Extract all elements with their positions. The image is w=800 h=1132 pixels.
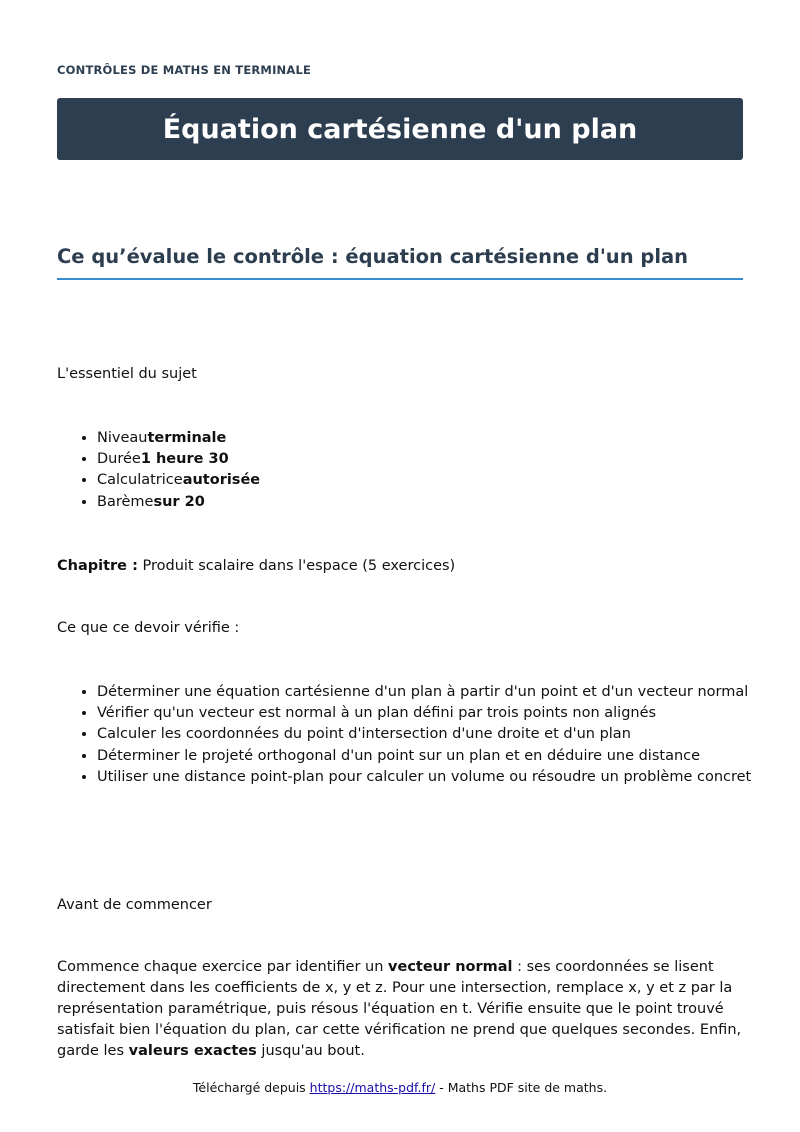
list-item: • Durée1 heure 30 bbox=[97, 449, 260, 470]
list-item: • Calculer les coordonnées du point d'intersection d'une droite et d'un plan bbox=[97, 724, 751, 745]
chapter-text: Produit scalaire dans l'espace (5 exercices) bbox=[142, 558, 456, 574]
advice-paragraph: Commence chaque exercice par identifier un vecteur normal : ses coordonnées se lisent directement dans les coefficients de x, y et z. Pour une intersection, remplace x, y et z par la représentation paramétrique, puis résous l'équation en t. Vérifie ensuite que le point trouvé satisfait bien l'équation du plan, car cette vérification ne prend que quelques secondes. Enfin, garde les valeurs exactes jusqu'au bout. bbox=[57, 959, 742, 1059]
list-item: • Utiliser une distance point-plan pour calculer un volume ou résoudre un problème concret bbox=[97, 767, 751, 788]
list-item: • Calculatriceautorisée bbox=[97, 470, 260, 491]
title-banner bbox=[57, 98, 743, 160]
checks-list bbox=[57, 682, 751, 788]
advice-heading: Avant de commencer bbox=[57, 897, 212, 913]
source-link[interactable]: https://maths-pdf.fr/ bbox=[309, 1080, 436, 1095]
section-heading: Ce qu’évalue le contrôle : équation cartésienne d'un plan bbox=[57, 245, 743, 280]
advice-bold-exact: valeurs exactes bbox=[128, 1043, 257, 1059]
list-item: • Déterminer une équation cartésienne d'un plan à partir d'un point et d'un vecteur normal bbox=[97, 682, 751, 703]
list-item: • Barèmesur 20 bbox=[97, 492, 260, 513]
series-kicker: CONTRÔLES DE MATHS EN TERMINALE bbox=[57, 63, 312, 77]
chapter-line bbox=[57, 556, 455, 577]
advice-bold-normal: vecteur normal bbox=[388, 959, 513, 975]
essentials-list bbox=[57, 428, 260, 513]
page-title: Équation cartésienne d'un plan bbox=[162, 113, 638, 145]
page-footer: Téléchargé depuis https://maths-pdf.fr/ - Maths PDF site de maths. bbox=[192, 1080, 608, 1095]
essentials-heading: L'essentiel du sujet bbox=[57, 366, 197, 382]
list-item: • Déterminer le projeté orthogonal d'un point sur un plan et en déduire une distance bbox=[97, 746, 751, 767]
list-item: • Vérifier qu'un vecteur est normal à un plan défini par trois points non alignés bbox=[97, 703, 751, 724]
list-item: • Niveauterminale bbox=[97, 428, 260, 449]
chapter-label: Chapitre : bbox=[57, 558, 138, 574]
checks-heading: Ce que ce devoir vérifie : bbox=[57, 620, 240, 636]
